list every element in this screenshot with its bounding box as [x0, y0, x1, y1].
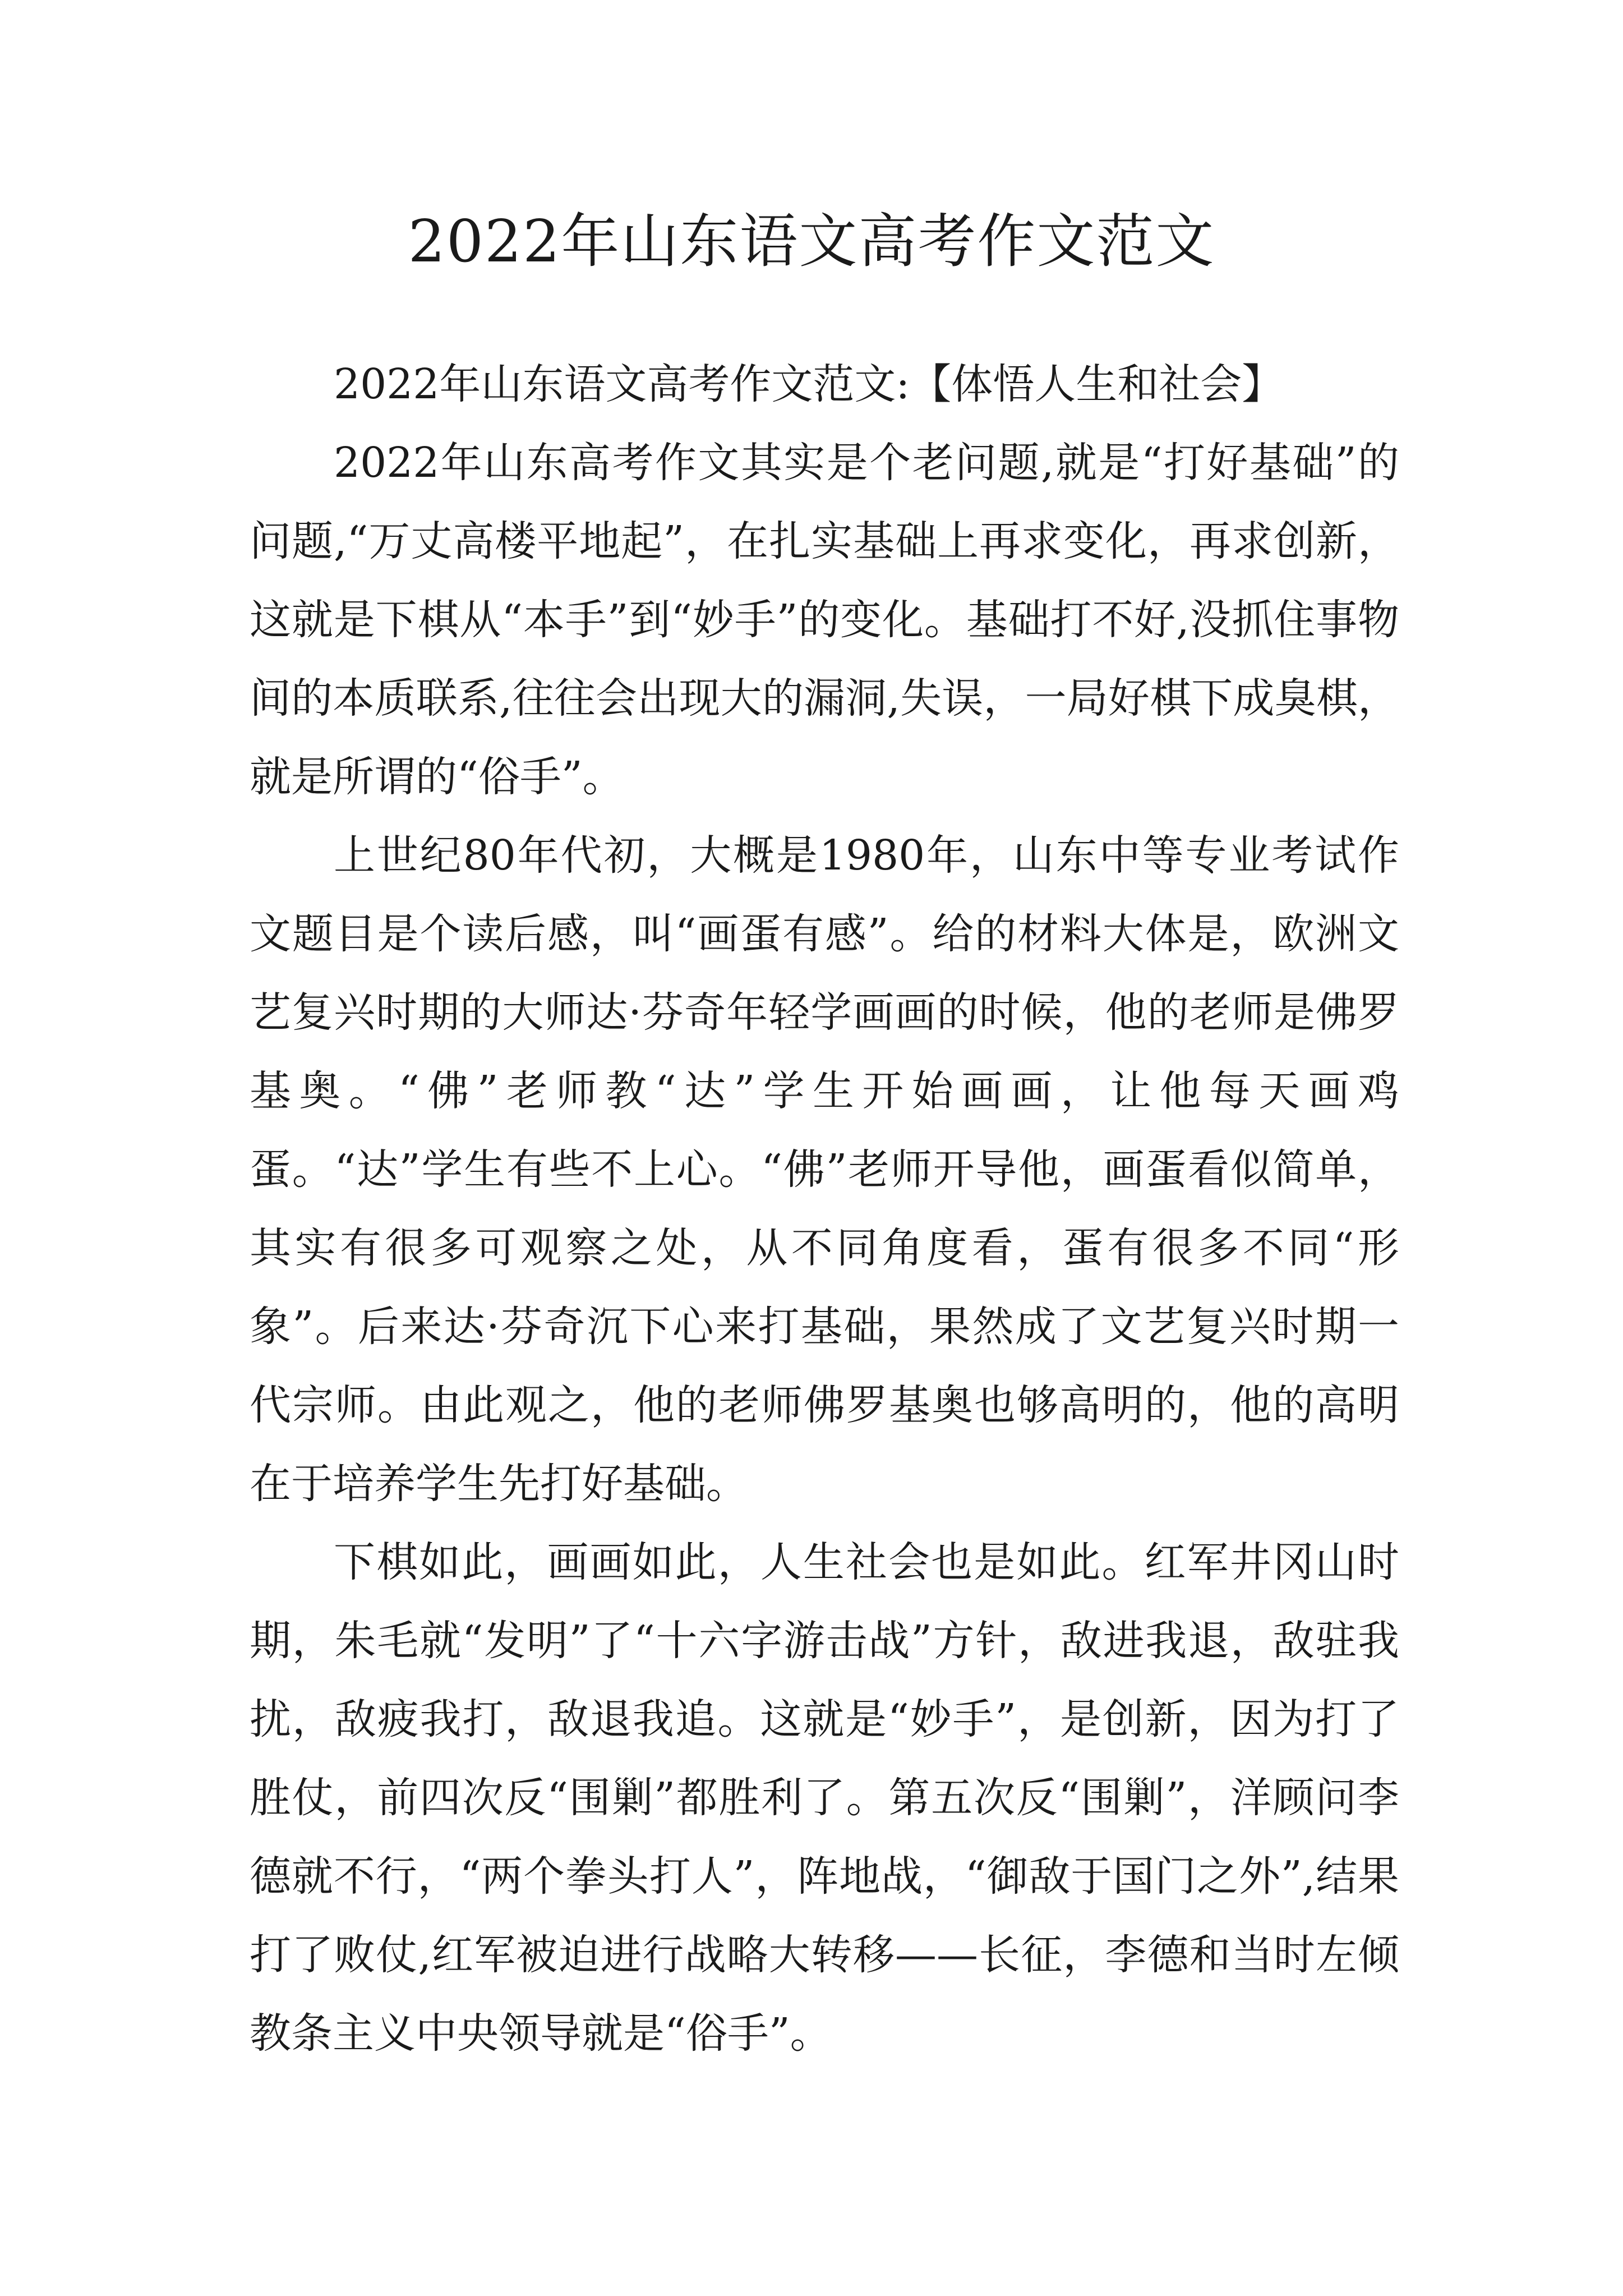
document-body: [250, 345, 1399, 2073]
paragraph-2: 上世纪80年代初，大概是1980年，山东中等专业考试作文题目是个读后感，叫“画蛋有感”。给的材料大体是，欧洲文艺复兴时期的大师达·芬奇年轻学画画的时候，他的老师是佛罗基奥。“佛”老师教“达”学生开始画画，让他每天画鸡蛋。“达”学生有些不上心。“佛”老师开导他，画蛋看似简单，其实有很多可观察之处，从不同角度看，蛋有很多不同“形象”。后来达·芬奇沉下心来打基础，果然成了文艺复兴时期一代宗师。由此观之，他的老师佛罗基奥也够高明的，他的高明在于培养学生先打好基础。: [250, 831, 1399, 1508]
paragraph-1: 2022年山东高考作文其实是个老问题,就是“打好基础”的问题,“万丈高楼平地起”，在扎实基础上再求变化，再求创新，这就是下棋从“本手”到“妙手”的变化。基础打不好,没抓住事物间的本质联系,往往会出现大的漏洞,失误，一局好棋下成臭棋，就是所谓的“俗手”。: [250, 439, 1399, 801]
document-title: 2022年山东语文高考作文范文: [408, 207, 1215, 275]
paragraph-subtitle: 2022年山东语文高考作文范文:【体悟人生和社会】: [334, 360, 1284, 408]
paragraph-3: 下棋如此，画画如此，人生社会也是如此。红军井冈山时期，朱毛就“发明”了“十六字游击战”方针，敌进我退，敌驻我扰，敌疲我打，敌退我追。这就是“妙手”，是创新，因为打了胜仗，前四次反“围剿”都胜利了。第五次反“围剿”，洋顾问李德就不行，“两个拳头打人”，阵地战，“御敌于国门之外”,结果打了败仗,红军被迫进行战略大转移——长征，李德和当时左倾教条主义中央领导就是“俗手”。: [250, 1538, 1399, 2058]
